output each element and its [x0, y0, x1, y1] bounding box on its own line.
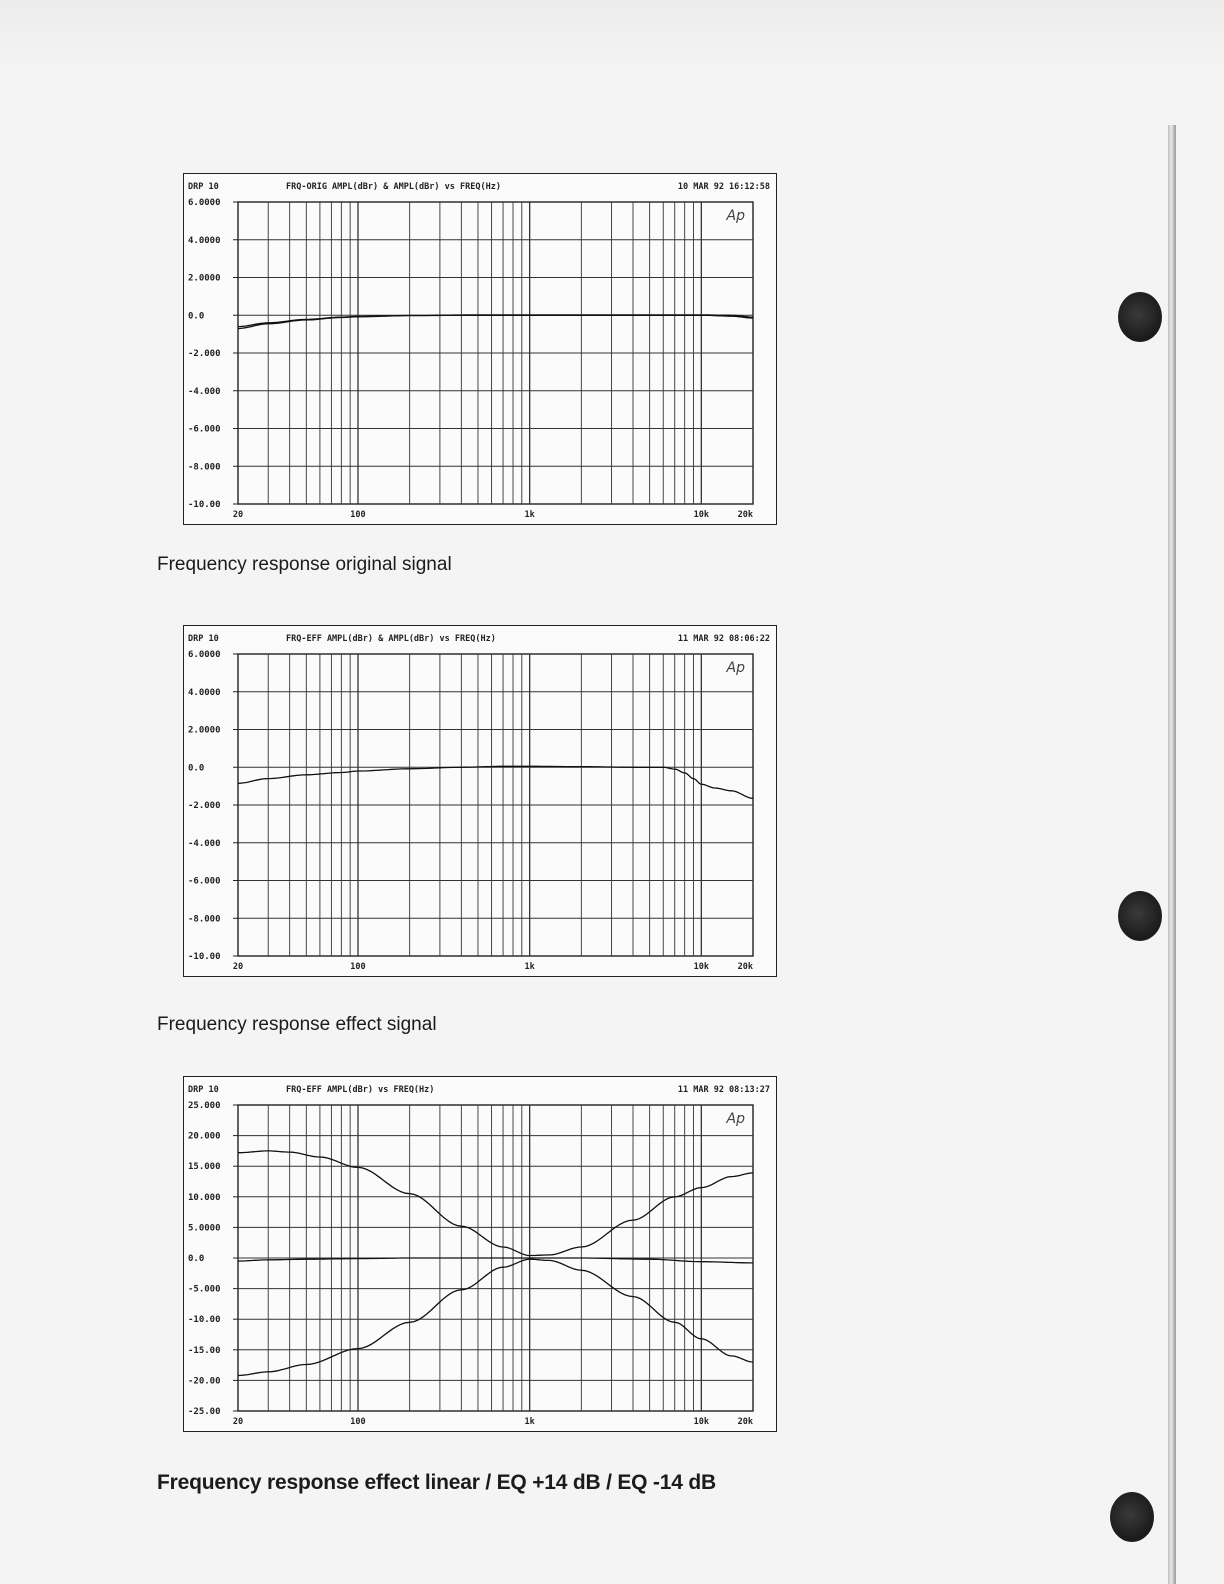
chart-2-frame — [183, 625, 777, 977]
punch-hole-middle — [1118, 891, 1162, 941]
chart-header-left: DRP 10 — [188, 634, 219, 644]
series-line-1 — [238, 766, 753, 798]
y-tick-label: 25.000 — [188, 1101, 221, 1111]
y-tick-label: 0.0 — [188, 311, 205, 322]
y-tick-label: 10.000 — [188, 1192, 221, 1203]
y-tick-label: 6.0000 — [188, 198, 221, 208]
x-tick-label: 20k — [737, 510, 753, 520]
series-line-2 — [238, 1258, 753, 1263]
y-tick-label: 0.0 — [188, 1254, 205, 1264]
x-tick-label: 20k — [737, 962, 753, 972]
y-tick-label: -6.000 — [188, 424, 221, 435]
y-tick-label: -4.000 — [188, 838, 221, 849]
y-tick-label: 20.000 — [188, 1131, 221, 1142]
y-tick-label: -8.000 — [188, 914, 221, 925]
y-tick-label: -6.000 — [188, 876, 221, 887]
series-line-2 — [238, 315, 753, 327]
chart-3-frame — [183, 1076, 777, 1432]
chart-date-stamp: 11 MAR 92 08:06:22 — [677, 634, 770, 644]
y-tick-label: -25.00 — [188, 1407, 221, 1417]
series-line-3 — [238, 1259, 753, 1375]
x-tick-label: 20k — [737, 1417, 753, 1427]
y-tick-label: -20.00 — [188, 1376, 221, 1387]
x-tick-label: 100 — [350, 962, 366, 972]
y-tick-label: 6.0000 — [188, 650, 221, 660]
y-tick-label: -15.00 — [188, 1345, 221, 1356]
y-tick-label: -2.000 — [188, 349, 221, 359]
x-tick-label: 100 — [350, 510, 366, 520]
ap-logo: Ap — [726, 1111, 745, 1127]
y-tick-label: 0.0 — [188, 763, 205, 774]
punch-hole-top — [1118, 292, 1162, 342]
y-tick-label: -10.00 — [188, 1315, 221, 1326]
ap-logo: Ap — [726, 208, 745, 224]
series-line-1 — [238, 315, 753, 328]
x-tick-label: 1k — [524, 962, 535, 972]
chart-header-left: DRP 10 — [188, 1085, 219, 1095]
y-tick-label: 2.0000 — [188, 725, 221, 736]
caption-eq-signal: Frequency response effect linear / EQ +14 dB / EQ -14 dB — [157, 1471, 716, 1494]
punch-hole-bottom — [1110, 1492, 1154, 1542]
chart-date-stamp: 11 MAR 92 08:13:27 — [677, 1085, 770, 1095]
caption-effect-signal: Frequency response effect signal — [157, 1014, 437, 1035]
x-tick-label: 1k — [524, 1417, 535, 1427]
x-tick-label: 10k — [693, 962, 710, 972]
y-tick-label: 15.000 — [188, 1162, 221, 1173]
y-tick-label: 4.0000 — [188, 235, 221, 246]
caption-original-signal: Frequency response original signal — [157, 554, 452, 575]
page-top-shadow — [0, 0, 1224, 70]
y-tick-label: -10.00 — [188, 952, 221, 962]
y-tick-label: -5.000 — [188, 1284, 221, 1295]
y-tick-label: 4.0000 — [188, 687, 221, 698]
ap-logo: Ap — [726, 660, 745, 676]
chart-header-left: DRP 10 — [188, 182, 219, 192]
x-tick-label: 10k — [693, 510, 710, 520]
y-tick-label: -8.000 — [188, 462, 221, 473]
binder-edge — [1168, 125, 1176, 1584]
y-tick-label: -2.000 — [188, 801, 221, 811]
frequency-response-eq-chart — [184, 1077, 775, 1430]
chart-1-frame — [183, 173, 777, 525]
y-tick-label: -10.00 — [188, 500, 221, 510]
y-tick-label: 2.0000 — [188, 273, 221, 284]
y-tick-label: 5.0000 — [188, 1223, 221, 1234]
x-tick-label: 20 — [232, 510, 244, 520]
chart-title: FRQ-EFF AMPL(dBr) & AMPL(dBr) vs FREQ(Hz) — [286, 634, 496, 644]
x-tick-label: 20 — [232, 1417, 244, 1427]
x-tick-label: 100 — [350, 1417, 366, 1427]
chart-title: FRQ-ORIG AMPL(dBr) & AMPL(dBr) vs FREQ(Hz) — [286, 182, 501, 192]
chart-title: FRQ-EFF AMPL(dBr) vs FREQ(Hz) — [286, 1085, 435, 1095]
x-tick-label: 10k — [693, 1417, 710, 1427]
x-tick-label: 1k — [524, 510, 535, 520]
frequency-response-original-chart — [184, 174, 775, 523]
frequency-response-effect-chart — [184, 626, 775, 975]
chart-date-stamp: 10 MAR 92 16:12:58 — [677, 182, 770, 192]
x-tick-label: 20 — [232, 962, 244, 972]
y-tick-label: -4.000 — [188, 386, 221, 397]
